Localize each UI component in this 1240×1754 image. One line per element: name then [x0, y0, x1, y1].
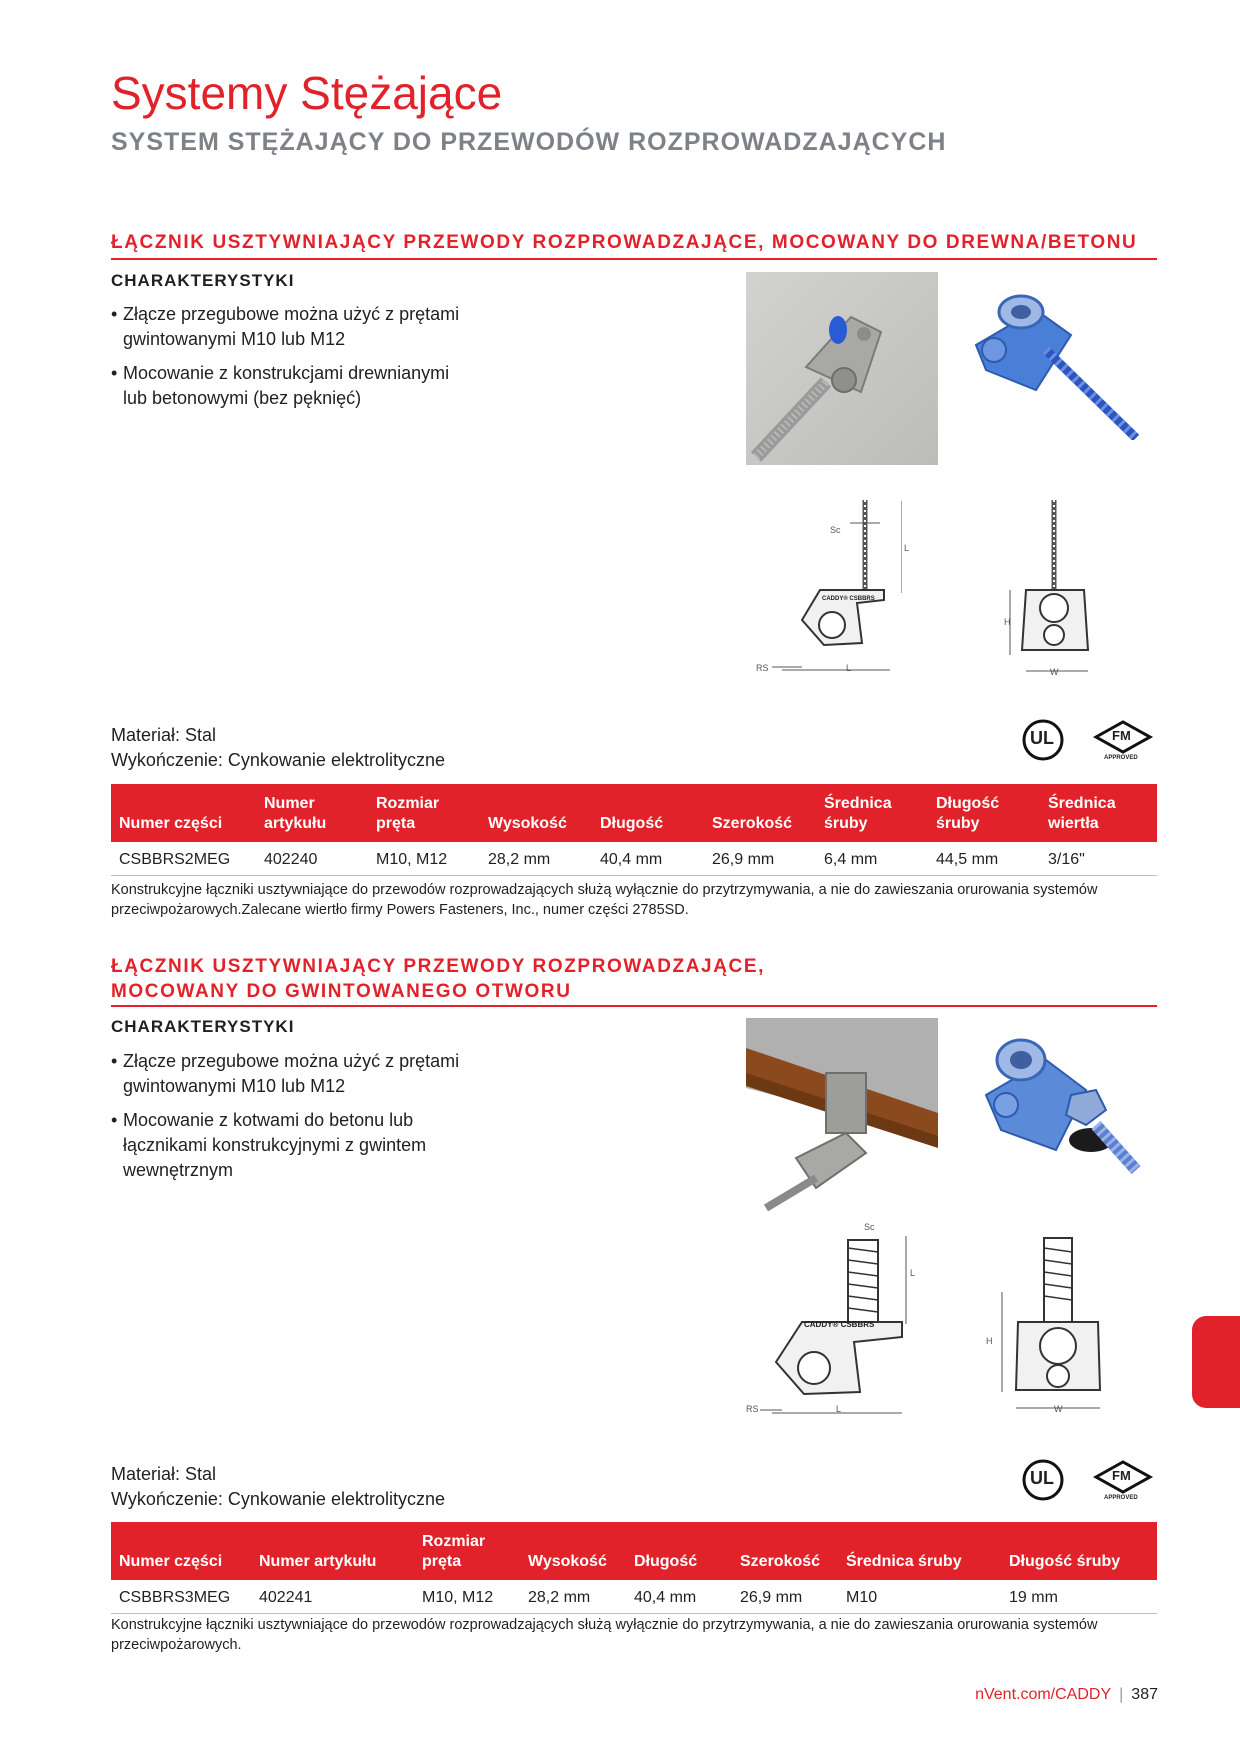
dimension-drawing-front — [996, 495, 1106, 680]
installed-photo-wood-concrete — [746, 272, 938, 465]
page-title: Systemy Stężające — [111, 67, 503, 119]
section-1-features-heading: CHARAKTERYSTYKI — [111, 271, 295, 290]
dim-label-l-vertical: L — [904, 543, 910, 553]
dim-label-w: W — [1054, 1404, 1063, 1414]
table-cell: M10, M12 — [368, 842, 480, 876]
dimension-drawing-side — [756, 495, 910, 675]
footer-separator: | — [1119, 1686, 1124, 1703]
column-header: Numer części — [111, 784, 256, 842]
bullet-item: • Mocowanie z kotwami do betonu lub łącznikami konstrukcyjnymi z gwintem wewnętrznym — [111, 1110, 427, 1180]
footer — [975, 1686, 1158, 1704]
section-2-rule — [111, 1005, 1157, 1007]
dim-label-l-vertical: L — [910, 1268, 916, 1278]
product-photo-screw-bracket — [966, 290, 1144, 440]
column-header: Średnica śruby — [816, 784, 928, 842]
dim-label-sc: Sc — [830, 525, 841, 535]
table-cell: 6,4 mm — [816, 842, 928, 876]
table-cell: 28,2 mm — [480, 842, 592, 876]
section-1-note: Konstrukcyjne łączniki usztywniające do przewodów rozprowadzających służą wyłącznie do przytrzymywania, a nie do zawieszania orurowania systemów przeciwpożarowych.Zalecane wiertło firmy Powers Fasteners, Inc., numer części 2785SD. — [111, 882, 1098, 918]
bullet-item: • Złącze przegubowe można użyć z prętami gwintowanymi M10 lub M12 — [111, 304, 460, 349]
column-header: Numer artykułu — [251, 1522, 414, 1580]
ul-certification-icon: UL — [1021, 1458, 1065, 1502]
ul-certification-icon: UL — [1021, 718, 1065, 762]
column-header: Długość śruby — [1001, 1522, 1157, 1580]
table-cell: 40,4 mm — [592, 842, 704, 876]
column-header: Rozmiar pręta — [368, 784, 480, 842]
section-2-material: Materiał: Stal — [111, 1464, 217, 1484]
dim-label-rs: RS — [756, 663, 769, 673]
page-subtitle: SYSTEM STĘŻAJĄCY DO PRZEWODÓW ROZPROWADZAJĄCYCH — [111, 128, 947, 156]
dim-label-sc: Sc — [864, 1222, 875, 1232]
column-header: Szerokość — [732, 1522, 838, 1580]
section-2-note: Konstrukcyjne łączniki usztywniające do przewodów rozprowadzających służą wyłącznie do przytrzymywania, a nie do zawieszania orurowania systemów przeciwpożarowych. — [111, 1617, 1098, 1653]
table-cell: 19 mm — [1001, 1580, 1157, 1614]
footer-url-link[interactable]: nVent.com/CADDY — [975, 1686, 1112, 1703]
brand-engraving: CADDY® CSBBRS — [804, 1320, 875, 1329]
section-2-title-line2: MOCOWANY DO GWINTOWANEGO OTWORU — [111, 981, 572, 1002]
table-cell: 3/16" — [1040, 842, 1157, 876]
table-cell: 402240 — [256, 842, 368, 876]
table-cell: M10 — [838, 1580, 1001, 1614]
section-2-bullets — [111, 1049, 471, 1192]
product-photo-bolt-bracket — [976, 1030, 1144, 1190]
brand-engraving: CADDY® CSBBRS — [822, 596, 875, 602]
dimension-drawing-front — [982, 1232, 1112, 1418]
table-cell: 44,5 mm — [928, 842, 1040, 876]
section-1-rule — [111, 258, 1157, 260]
bullet-item: • Złącze przegubowe można użyć z prętami gwintowanymi M10 lub M12 — [111, 1051, 460, 1096]
table-cell: 402241 — [251, 1580, 414, 1614]
section-2-title — [111, 954, 765, 1004]
table-cell: CSBBRS3MEG — [111, 1580, 251, 1614]
table-cell: CSBBRS2MEG — [111, 842, 256, 876]
column-header: Wysokość — [480, 784, 592, 842]
table-header-row — [111, 1522, 1157, 1580]
column-header: Rozmiar pręta — [414, 1522, 520, 1580]
section-tab-marker — [1192, 1316, 1240, 1408]
installed-photo-threaded-hole — [746, 1018, 938, 1214]
column-header: Numer artykułu — [256, 784, 368, 842]
section-2-finish: Wykończenie: Cynkowanie elektrolityczne — [111, 1489, 445, 1509]
section-2-features-heading: CHARAKTERYSTYKI — [111, 1017, 295, 1036]
table-cell: 28,2 mm — [520, 1580, 626, 1614]
section-1-finish: Wykończenie: Cynkowanie elektrolityczne — [111, 750, 445, 770]
section-2-title-line1: ŁĄCZNIK USZTYWNIAJĄCY PRZEWODY ROZPROWADZAJĄCE, — [111, 956, 766, 977]
section-1-bullets — [111, 302, 471, 420]
dim-label-h: H — [1004, 617, 1011, 627]
spec-table-2 — [111, 1522, 1157, 1614]
column-header: Numer części — [111, 1522, 251, 1580]
table-cell: 26,9 mm — [704, 842, 816, 876]
column-header: Wysokość — [520, 1522, 626, 1580]
table-cell: 40,4 mm — [626, 1580, 732, 1614]
table-cell: 26,9 mm — [732, 1580, 838, 1614]
table-cell: M10, M12 — [414, 1580, 520, 1614]
column-header: Długość śruby — [928, 784, 1040, 842]
dim-label-h: H — [986, 1336, 993, 1346]
table-row — [111, 842, 1157, 876]
table-header-row — [111, 784, 1157, 842]
fm-approved-icon: FM APPROVED — [1090, 1460, 1156, 1506]
table-row — [111, 1580, 1157, 1614]
bullet-item: • Mocowanie z konstrukcjami drewnianymi lub betonowymi (bez pęknięć) — [111, 363, 450, 408]
column-header: Szerokość — [704, 784, 816, 842]
column-header: Długość — [592, 784, 704, 842]
column-header: Średnica śruby — [838, 1522, 1001, 1580]
column-header: Średnica wiertła — [1040, 784, 1157, 842]
section-1-title-line1: ŁĄCZNIK USZTYWNIAJĄCY PRZEWODY ROZPROWADZAJĄCE, MOCOWANY DO DREWNA/BETONU — [111, 232, 1138, 253]
dim-label-rs: RS — [746, 1404, 759, 1414]
dim-label-l: L — [836, 1404, 842, 1414]
section-1-material: Materiał: Stal — [111, 725, 217, 745]
fm-approved-icon: FM APPROVED — [1090, 720, 1156, 766]
column-header: Długość — [626, 1522, 732, 1580]
dimension-drawing-side — [742, 1222, 928, 1418]
dim-label-l: L — [846, 663, 852, 673]
dim-label-w: W — [1050, 667, 1059, 677]
spec-table-1 — [111, 784, 1157, 876]
page-number: 387 — [1131, 1686, 1158, 1703]
section-1-title — [111, 230, 1137, 255]
